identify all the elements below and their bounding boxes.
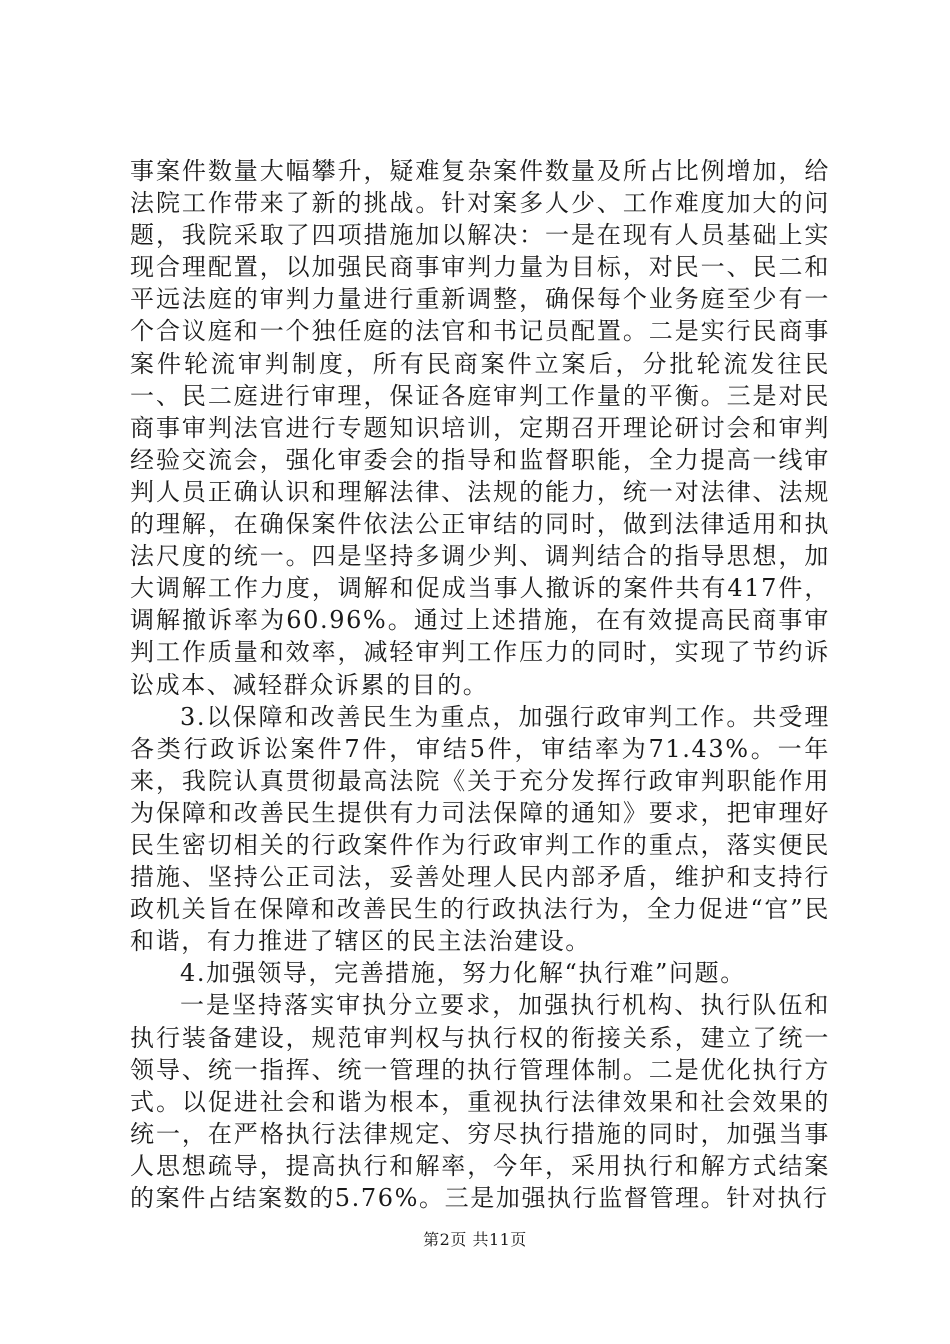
page-number-label: 第2页 共11页 xyxy=(423,1230,527,1249)
paragraph-2: 3.以保障和改善民生为重点，加强行政审判工作。共受理各类行政诉讼案件7件，审结5件，审结率为71.43%。一年来，我院认真贯彻最高法院《关于充分发挥行政审判职能作用为保障和改善民生提供有力司法保障的通知》要求，把审理好民生密切相关的行政案件作为行政审判工作的重点，落实便民措施、坚持公正司法，妥善处理人民内部矛盾，维护和支持行政机关旨在保障和改善民生的行政执法行为，全力促进“官”民和谐，有力推进了辖区的民主法治建设。 xyxy=(130,702,830,956)
paragraph-4: 一是坚持落实审执分立要求，加强执行机构、执行队伍和执行装备建设，规范审判权与执行权的衔接关系，建立了统一领导、统一指挥、统一管理的执行管理体制。二是优化执行方式。以促进社会和谐为根本，重视执行法律效果和社会效果的统一，在严格执行法律规定、穷尽执行措施的同时，加强当事人思想疏导，提高执行和解率，今年，采用执行和解方式结案的案件占结案数的5.76%。三是加强执行监督管理。针对执行 xyxy=(130,991,830,1212)
paragraph-1: 事案件数量大幅攀升，疑难复杂案件数量及所占比例增加，给法院工作带来了新的挑战。针对案多人少、工作难度加大的问题，我院采取了四项措施加以解决：一是在现有人员基础上实现合理配置，以加强民商事审判力量为目标，对民一、民二和平远法庭的审判力量进行重新调整，确保每个业务庭至少有一个合议庭和一个独任庭的法官和书记员配置。二是实行民商事案件轮流审判制度，所有民商案件立案后，分批轮流发往民一、民二庭进行审理，保证各庭审判工作量的平衡。三是对民商事审判法官进行专题知识培训，定期召开理论研讨会和审判经验交流会，强化审委会的指导和监督职能，全力提高一线审判人员正确认识和理解法律、法规的能力，统一对法律、法规的理解，在确保案件依法公正审结的同时，做到法律适用和执法尺度的统一。四是坚持多调少判、调判结合的指导思想，加大调解工作力度，调解和促成当事人撤诉的案件共有417件，调解撤诉率为60.96%。通过上述措施，在有效提高民商事审判工作质量和效率，减轻审判工作压力的同时，实现了节约诉讼成本、减轻群众诉累的目的。 xyxy=(130,157,830,699)
document-body xyxy=(130,155,830,1214)
page-footer xyxy=(0,1227,950,1250)
paragraph-3: 4.加强领导，完善措施，努力化解“执行难”问题。 xyxy=(180,959,746,988)
